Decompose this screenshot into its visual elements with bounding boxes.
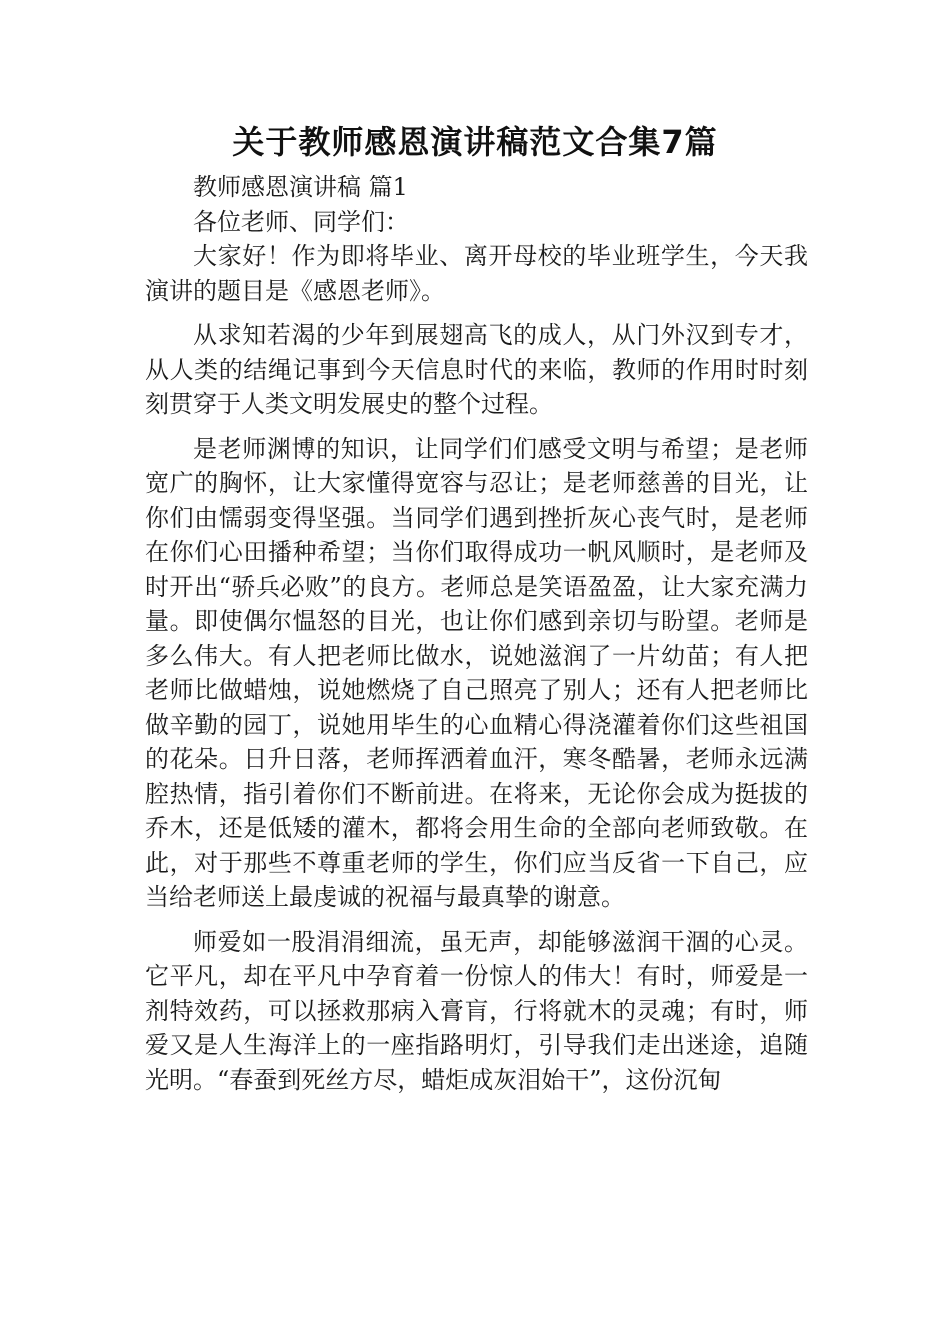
paragraph-teacher-role: 从求知若渴的少年到展翅高飞的成人，从门外汉到专才，从人类的结绳记事到今天信息时代的来临，教师的作用时时刻刻贯穿于人类文明发展史的整个过程。 xyxy=(145,321,808,418)
paragraph-greeting: 大家好！作为即将毕业、离开母校的毕业班学生，今天我演讲的题目是《感恩老师》。 xyxy=(145,242,808,305)
salutation: 各位老师、同学们： xyxy=(193,207,409,236)
document-body xyxy=(145,170,808,1097)
paragraph-teacher-virtues: 是老师渊博的知识，让同学们们感受文明与希望；是老师宽广的胸怀，让大家懂得宽容与忍让；是老师慈善的目光，让你们由懦弱变得坚强。当同学们遇到挫折灰心丧气时，是老师在你们心田播种希望；当你们取得成功一帆风顺时，是老师及时开出“骄兵必败”的良方。老师总是笑语盈盈，让大家充满力量。即使偶尔愠怒的目光，也让你们感到亲切与盼望。老师是多么伟大。有人把老师比做水，说她滋润了一片幼苗；有人把老师比做蜡烛，说她燃烧了自己照亮了别人；还有人把老师比做辛勤的园丁，说她用毕生的心血精心得浇灌着你们这些祖国的花朵。日升日落，老师挥洒着血汗，寒冬酷暑，老师永远满腔热情，指引着你们不断前进。在将来，无论你会成为挺拔的乔木，还是低矮的灌木，都将会用生命的全部向老师致敬。在此，对于那些不尊重老师的学生，你们应当反省一下自己，应当给老师送上最虔诚的祝福与最真挚的谢意。 xyxy=(145,434,808,911)
paragraph-teacher-love: 师爱如一股涓涓细流，虽无声，却能够滋润干涸的心灵。它平凡，却在平凡中孕育着一份惊人的伟大！有时，师爱是一剂特效药，可以拯救那病入膏肓，行将就木的灵魂；有时，师爱又是人生海洋上的一座指路明灯，引导我们走出迷途，追随光明。“春蚕到死丝方尽，蜡炬成灰泪始干”，这份沉甸 xyxy=(145,927,808,1094)
document-title: 关于教师感恩演讲稿范文合集7篇 xyxy=(232,123,718,161)
section-heading: 教师感恩演讲稿 篇1 xyxy=(193,173,408,201)
